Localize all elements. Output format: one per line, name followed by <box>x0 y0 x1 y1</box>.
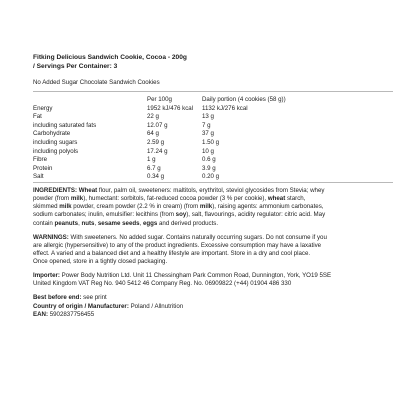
footer-line <box>33 303 393 311</box>
nutrient-name: including saturated fats <box>33 121 97 129</box>
bold-text: wheat <box>267 195 286 203</box>
bold-text: EAN: <box>33 310 49 318</box>
nutrition-header-row <box>33 96 359 105</box>
text-segment: United Kingdom VAT Reg No. 940 5412 46 Company Reg. No. 06909822 (+44) 01904 486 330 <box>33 280 292 288</box>
warnings-line <box>33 242 393 250</box>
nutrition-table <box>33 96 359 182</box>
text-segment: ), raising agents: ammonium carbonates, <box>212 203 324 211</box>
text-segment: Poland / Allnutrition <box>128 302 184 310</box>
bold-text: sesame seeds <box>97 219 140 227</box>
daily-portion-value: 1132 kJ/276 kcal <box>202 104 248 112</box>
per-100g-value: 64 g <box>147 130 159 138</box>
bold-text: Wheat <box>78 187 98 195</box>
nutrition-label <box>33 0 393 319</box>
text-segment: Power Body Nutrition Ltd. Unit 11 Chessingham Park Common Road, Dunnington, York, YO19 5SE <box>59 272 332 280</box>
ingredients-section <box>33 187 393 228</box>
text-segment: and derived products. <box>157 219 219 227</box>
product-details-section <box>33 294 393 318</box>
per-100g-value: 6.7 g <box>147 164 161 172</box>
text-segment: see print <box>81 294 107 302</box>
text-segment: flour, palm oil, sweeteners: maltitols, erythritol, steviol glycosides from Stevia; whey <box>97 187 325 195</box>
product-title-line-2: / Servings Per Container: 3 <box>33 62 118 70</box>
nutrition-row <box>33 139 359 148</box>
text-segment: 5902837756455 <box>48 310 95 318</box>
text-segment: , <box>139 219 143 227</box>
nutrition-row <box>33 148 359 157</box>
bold-text: peanuts <box>54 219 79 227</box>
ingredients-line <box>33 203 393 211</box>
warnings-line <box>33 258 393 266</box>
per-100g-value: 1952 kJ/476 kcal <box>147 104 194 112</box>
per-100g-value: 1 g <box>147 156 156 164</box>
nutrition-row <box>33 173 359 182</box>
text-segment: effect. A varied and a balanced diet and a healthy lifestyle are important. Store in a dry and cool place. <box>33 249 311 257</box>
nutrition-row <box>33 156 359 165</box>
warnings-line <box>33 250 393 258</box>
text-segment: ), salt, flavourings, acidity regulator: citric acid. May <box>186 211 326 219</box>
text-segment: , <box>78 219 82 227</box>
bold-text: milk <box>199 203 213 211</box>
warnings-section <box>33 234 393 267</box>
daily-portion-value: 3.9 g <box>202 164 216 172</box>
bold-text: INGREDIENTS: <box>33 187 78 195</box>
warnings-line <box>33 234 393 242</box>
text-segment: Once opened, store in a tightly closed packaging. <box>33 258 168 266</box>
nutrient-name: Fibre <box>33 156 47 164</box>
daily-portion-value: 0.20 g <box>202 173 220 181</box>
ingredients-line <box>33 220 393 228</box>
daily-portion-value: 13 g <box>202 113 214 121</box>
nutrient-name: Carbohydrate <box>33 130 71 138</box>
daily-portion-value: 37 g <box>202 130 214 138</box>
bold-text: eggs <box>142 219 158 227</box>
nutrient-name: Protein <box>33 164 53 172</box>
importer-line <box>33 272 393 280</box>
importer-section <box>33 272 393 288</box>
product-title <box>33 54 393 72</box>
ingredients-line <box>33 195 393 203</box>
nutrition-row <box>33 113 359 122</box>
nutrient-name: Salt <box>33 173 44 181</box>
text-segment: , <box>94 219 98 227</box>
column-header: Daily portion (4 cookies (58 g)) <box>202 95 286 103</box>
divider <box>33 182 393 183</box>
per-100g-value: 17.24 g <box>147 147 168 155</box>
column-header: Per 100g <box>147 95 172 103</box>
ingredients-line <box>33 211 393 219</box>
bold-text: milk <box>59 203 72 211</box>
footer-line <box>33 311 393 319</box>
text-segment: contain <box>33 219 55 227</box>
bold-text: Country of origin / Manufacturer: <box>33 302 129 310</box>
text-segment: powder (from <box>33 195 71 203</box>
bold-text: Best before end: <box>33 294 82 302</box>
text-segment: starch, <box>285 195 306 203</box>
daily-portion-value: 10 g <box>202 147 214 155</box>
text-segment: skimmed <box>33 203 60 211</box>
text-segment: powder, cream powder (2.2 % in cream) (from <box>71 203 200 211</box>
nutrient-name: Energy <box>33 104 53 112</box>
bold-text: Importer: <box>33 272 60 280</box>
bold-text: soy <box>175 211 187 219</box>
text-segment: are allergic (hypersensitive) to any of the product ingredients. Excessive consumption may have a laxative <box>33 241 322 249</box>
per-100g-value: 22 g <box>147 113 159 121</box>
column-header <box>33 96 147 105</box>
ingredients-line <box>33 187 393 195</box>
bold-text: milk <box>70 195 84 203</box>
text-segment: ), humectant: sorbitols, fat-reduced cocoa powder (3 % per cookie), <box>83 195 268 203</box>
bold-text: WARNINGS: <box>33 233 69 241</box>
product-title-line-1: Fitking Delicious Sandwich Cookie, Cocoa - 200g <box>33 54 187 61</box>
text-segment: With sweeteners. No added sugar. Contains naturally occurring sugars. Do not consume if you <box>68 233 327 241</box>
per-100g-value: 12.07 g <box>147 121 168 129</box>
product-subtitle: No Added Sugar Chocolate Sandwich Cookies <box>33 78 160 86</box>
nutrient-name: including polyols <box>33 147 79 155</box>
nutrition-row <box>33 105 359 114</box>
nutrition-table-body <box>33 96 359 182</box>
daily-portion-value: 0.6 g <box>202 156 216 164</box>
bold-text: nuts <box>81 219 95 227</box>
divider <box>33 91 393 92</box>
nutrient-name: Fat <box>33 113 42 121</box>
daily-portion-value: 7 g <box>202 121 211 129</box>
text-segment: sodium carbonates; inulin, emulsifier: lecithins (from <box>33 211 176 219</box>
nutrition-row <box>33 165 359 174</box>
per-100g-value: 2.59 g <box>147 139 165 147</box>
nutrition-row <box>33 122 359 131</box>
daily-portion-value: 1.50 g <box>202 139 220 147</box>
importer-line <box>33 280 393 288</box>
nutrient-name: including sugars <box>33 139 78 147</box>
nutrition-row <box>33 130 359 139</box>
footer-line <box>33 294 393 302</box>
per-100g-value: 0.34 g <box>147 173 165 181</box>
